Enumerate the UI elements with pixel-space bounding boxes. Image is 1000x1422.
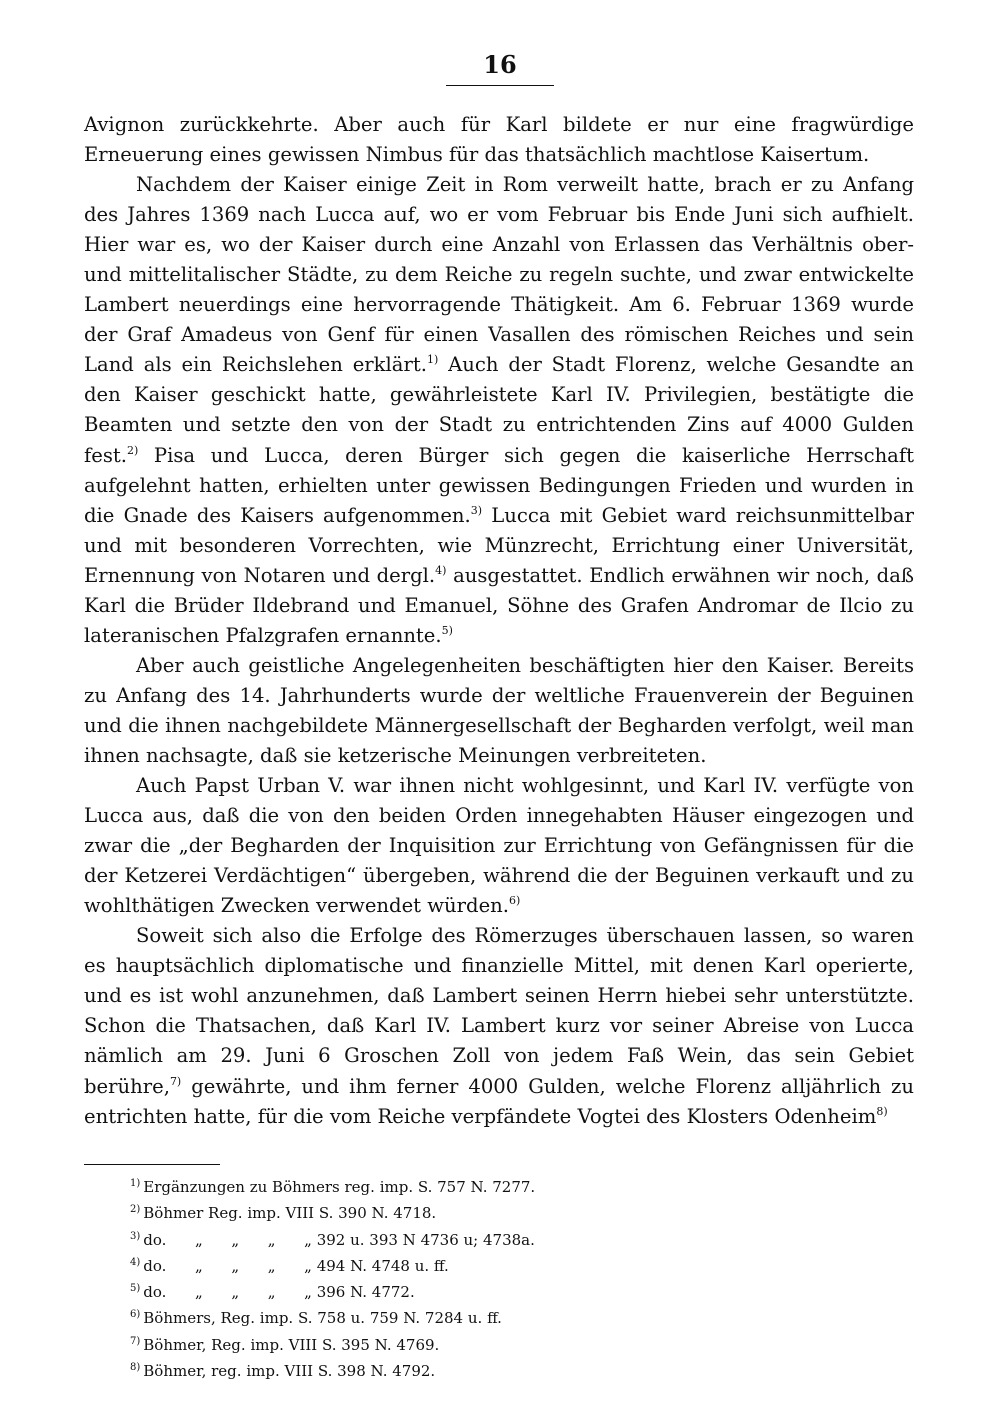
footnote-mark: 5)	[130, 1283, 141, 1295]
footnote-divider	[84, 1164, 220, 1165]
footnote	[130, 1253, 830, 1279]
footnote-text: do. „ „ „ „ 396 N. 4772.	[143, 1283, 415, 1302]
footnote-reference: 5)	[441, 623, 453, 637]
footnotes	[130, 1174, 830, 1384]
footnote-mark: 2)	[130, 1204, 141, 1216]
footnote-text: Böhmer, Reg. imp. VIII S. 395 N. 4769.	[143, 1335, 440, 1354]
paragraph-text: Nachdem der Kaiser einige Zeit in Rom verweilt hatte, brach er zu Anfang des Jahres 1369 nach Lucca auf, wo er vom Februar bis Ende Juni sich aufhielt. Hier war es, wo der Kaiser durch eine Anzahl von Erlassen das Verhältnis ober- und mittelitalischer Städte, zu dem Reiche zu regeln suchte, und zwar entwickelte Lambert neuerdings eine hervorragende Thätigkeit. Am 6. Februar 1369 wurde der Graf Amadeus von Genf für einen Vasallen des römischen Reiches und sein Land als ein Reichslehen erklärt.	[84, 173, 914, 377]
footnote-mark: 8)	[130, 1362, 141, 1374]
paragraph-text: Pisa und Lucca, deren Bürger sich gegen die kaiserliche Herrschaft aufgelehnt hatten, erhielten unter gewissen Bedingungen Frieden und wurden in die Gnade des Kaisers aufgenommen.	[84, 443, 914, 527]
paragraph-text: Avignon zurückkehrte. Aber auch für Karl bildete er nur eine fragwürdige Erneuerung eines gewissen Nimbus für das thatsächlich machtlose Kaisertum.	[84, 113, 914, 167]
paragraph	[84, 651, 914, 771]
paragraph-text: Auch Papst Urban V. war ihnen nicht wohlgesinnt, und Karl IV. verfügte von Lucca aus, daß die von den beiden Orden innegehabten Häuser eingezogen und zwar die „der Begharden der Inquisition zur Errichtung von Gefängnissen für die der Ketzerei Verdächtigen“ übergeben, während die der Beguinen verkauft und zu wohlthätigen Zwecken verwendet würden.	[84, 774, 914, 918]
footnote	[130, 1332, 830, 1358]
footnote-reference: 2)	[127, 443, 139, 457]
footnote-text: do. „ „ „ „ 392 u. 393 N 4736 u; 4738a.	[143, 1230, 535, 1249]
paragraph	[84, 170, 914, 651]
paragraph-text: Soweit sich also die Erfolge des Römerzuges überschauen lassen, so waren es hauptsächlich diplomatische und finanzielle Mittel, mit denen Karl operierte, und es ist wohl anzunehmen, daß Lambert seinen Herrn hiebei sehr unterstützte. Schon die Thatsachen, daß Karl IV. Lambert kurz vor seiner Abreise von Lucca nämlich am 29. Juni 6 Groschen Zoll von jedem Faß Wein, das sein Gebiet berühre,	[84, 924, 914, 1098]
footnote-mark: 6)	[130, 1309, 141, 1321]
paragraph	[84, 921, 914, 1131]
paragraph	[84, 110, 914, 170]
body-text	[84, 110, 914, 1132]
footnote	[130, 1200, 830, 1226]
footnote-mark: 4)	[130, 1256, 141, 1268]
footnote-reference: 8)	[876, 1104, 888, 1118]
paragraph-text: ausgestattet. Endlich erwähnen wir noch, daß Karl die Brüder Ildebrand und Emanuel, Söhne des Grafen Andromar de Ilcio zu lateranischen Pfalzgrafen ernannte.	[84, 563, 914, 647]
page-number: 16	[446, 50, 554, 86]
footnote-reference: 6)	[509, 894, 521, 908]
footnote-reference: 3)	[470, 503, 483, 517]
footnote-mark: 7)	[130, 1335, 141, 1347]
footnote-text: Böhmer Reg. imp. VIII S. 390 N. 4718.	[143, 1204, 437, 1223]
footnote-text: Ergänzungen zu Böhmers reg. imp. S. 757 N. 7277.	[143, 1178, 536, 1196]
footnote-reference: 1)	[426, 353, 439, 367]
paragraph	[84, 771, 914, 921]
footnote	[130, 1279, 830, 1305]
footnote-text: Böhmers, Reg. imp. S. 758 u. 759 N. 7284 u. ff.	[143, 1309, 502, 1328]
footnote	[130, 1358, 830, 1384]
paragraph-text: Lucca mit Gebiet ward reichsunmittelbar und mit besonderen Vorrechten, wie Münzrecht, Errichtung einer Universität, Ernennung von Notaren und dergl.	[84, 503, 914, 587]
paragraph-text: Aber auch geistliche Angelegenheiten beschäftigten hier den Kaiser. Bereits zu Anfang des 14. Jahrhunderts wurde der weltliche Frauenverein der Beguinen und die ihnen nachgebildete Männergesellschaft der Begharden verfolgt, weil man ihnen nachsagte, daß sie ketzerische Meinungen verbreiteten.	[84, 653, 914, 767]
footnote-reference: 4)	[435, 563, 447, 577]
footnote	[130, 1305, 830, 1331]
paragraph-text: gewährte, und ihm ferner 4000 Gulden, welche Florenz alljährlich zu entrichten hatte, für die vom Reiche verpfändete Vogtei des Klosters Odenheim	[84, 1074, 914, 1128]
footnote	[130, 1227, 830, 1253]
footnote-text: do. „ „ „ „ 494 N. 4748 u. ff.	[143, 1256, 449, 1275]
paragraph-text: Auch der Stadt Florenz, welche Gesandte an den Kaiser geschickt hatte, gewährleistete Karl IV. Privilegien, bestätigte die Beamten und setzte den von der Stadt zu entrichtenden Zins auf 4000 Gulden fest.	[84, 353, 914, 467]
footnote-mark: 1)	[130, 1178, 141, 1189]
footnote	[130, 1174, 830, 1200]
footnote-text: Böhmer, reg. imp. VIII S. 398 N. 4792.	[143, 1362, 436, 1381]
footnote-mark: 3)	[130, 1230, 141, 1242]
footnote-reference: 7)	[169, 1074, 182, 1088]
